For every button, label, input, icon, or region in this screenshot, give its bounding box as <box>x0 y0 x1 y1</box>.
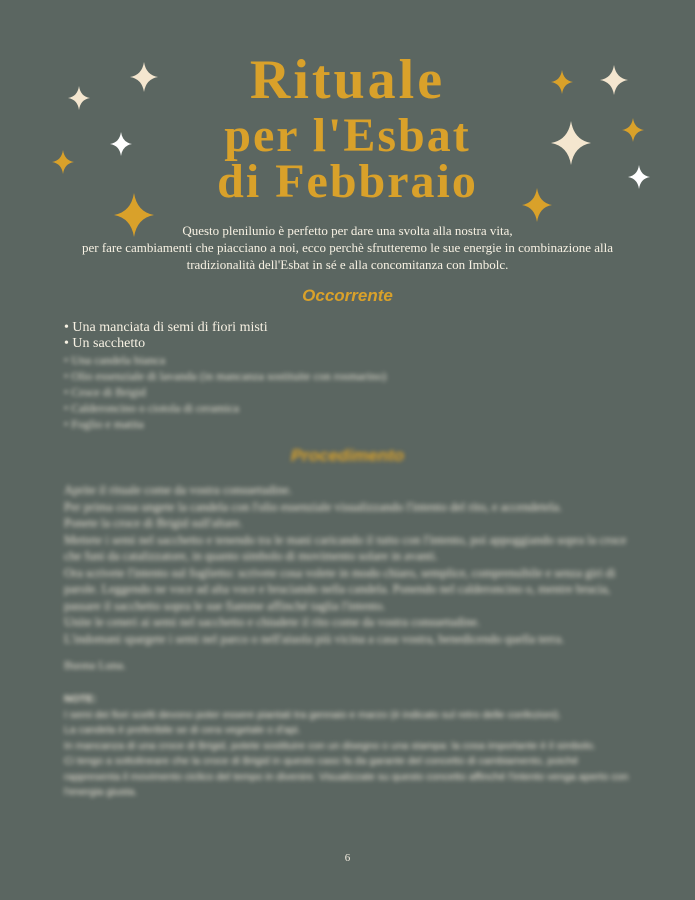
notes-section <box>64 692 634 801</box>
ingredients-list <box>64 320 386 432</box>
procedure-paragraph: Per prima cosa ungete la candela con l'olio essenziale visualizzando l'intento del rito, e accendetela. <box>64 499 563 514</box>
note-line: In mancanza di una croce di Brigid, potete sostituire con un disegno o una stampa: la cosa importante è il simbolo. <box>64 739 596 752</box>
list-item: • Una manciata di semi di fiori misti <box>64 320 268 335</box>
title-line-3: di Febbraio <box>217 155 478 208</box>
list-item: • Olio essenziale di lavanda (in mancanza sostituite con rosmarino) <box>64 369 387 383</box>
list-item: • Una candela bianca <box>64 353 166 367</box>
title-line-1: Rituale <box>249 49 446 111</box>
list-item: • Croce di Brigid <box>64 385 146 399</box>
procedure-paragraph: Aprite il rituale come da vostra consuetudine. <box>64 483 293 497</box>
procedure-paragraph: Ponete la croce di Brigid sull'altare. <box>64 516 243 530</box>
procedure-paragraph: Ora scrivete l'intento sul foglietto: scrivete cosa volete in modo chiaro, semplice, comprensibile e senza giri di parole. Leggendo ne voce ad alta voce e bruciando nella candela. Ponendo nel calderoncino o, mentre brucia, passare il sacchetto sopra le sue fiamme affinché taglia l'intento. <box>64 565 616 613</box>
list-item: • Foglio e matita <box>64 417 144 431</box>
title-line-2: per l'Esbat <box>224 109 471 162</box>
note-line: La candela è preferibile se di cera vegetale o d'api. <box>64 724 301 736</box>
note-line: I semi dei fiori scelti devono poter essere piantati tra gennaio e marzo (è indicato sul retro delle confezioni). <box>64 708 562 721</box>
signature: Buona Luna. <box>64 658 126 672</box>
list-item: • Calderoncino o ciotola di ceramica <box>64 401 240 415</box>
intro-line: tradizionalità dell'Esbat in sé e alla concomitanza con Imbolc. <box>186 257 509 272</box>
procedure-text <box>64 482 634 647</box>
list-item: • Un sacchetto <box>64 336 146 351</box>
intro-paragraph <box>40 222 655 273</box>
procedure-paragraph: Mettete i semi nel sacchetto e tenendo tra le mani caricando il tutto con l'intento, poi appoggiando sopra la croce che funi da catalizzatore, in quanto simbolo di movimento solare in avanti. <box>64 532 627 563</box>
notes-heading: NOTE: <box>64 693 97 705</box>
page-number: 6 <box>344 852 351 864</box>
procedimento-heading: Procedimento <box>290 446 405 465</box>
intro-line: per fare cambiamenti che piacciano a noi, ecco perchè sfrutteremo le sue energie in combinazione alla <box>81 240 614 255</box>
procedure-paragraph: Unite le ceneri ai semi nel sacchetto e chiudete il rito come da vostra consuetudine. <box>64 615 481 629</box>
note-line: Ci tengo a sottolineare che la croce di Brigid in questo caso fa da garante del concetto di cambiamento, poiché rappresenta il movimento ciclico del tempo in divenire. Visualizzate su questo concetto affinché l'intento venga aperto con l'energia giusta. <box>64 755 629 798</box>
intro-line: Questo plenilunio è perfetto per dare una svolta alla nostra vita, <box>182 223 513 238</box>
procedure-paragraph: L'indomani spargete i semi nel parco o nell'aiuola più vicina a casa vostra, benedicendo quella terra. <box>64 631 565 646</box>
occorrente-heading: Occorrente <box>302 286 393 305</box>
